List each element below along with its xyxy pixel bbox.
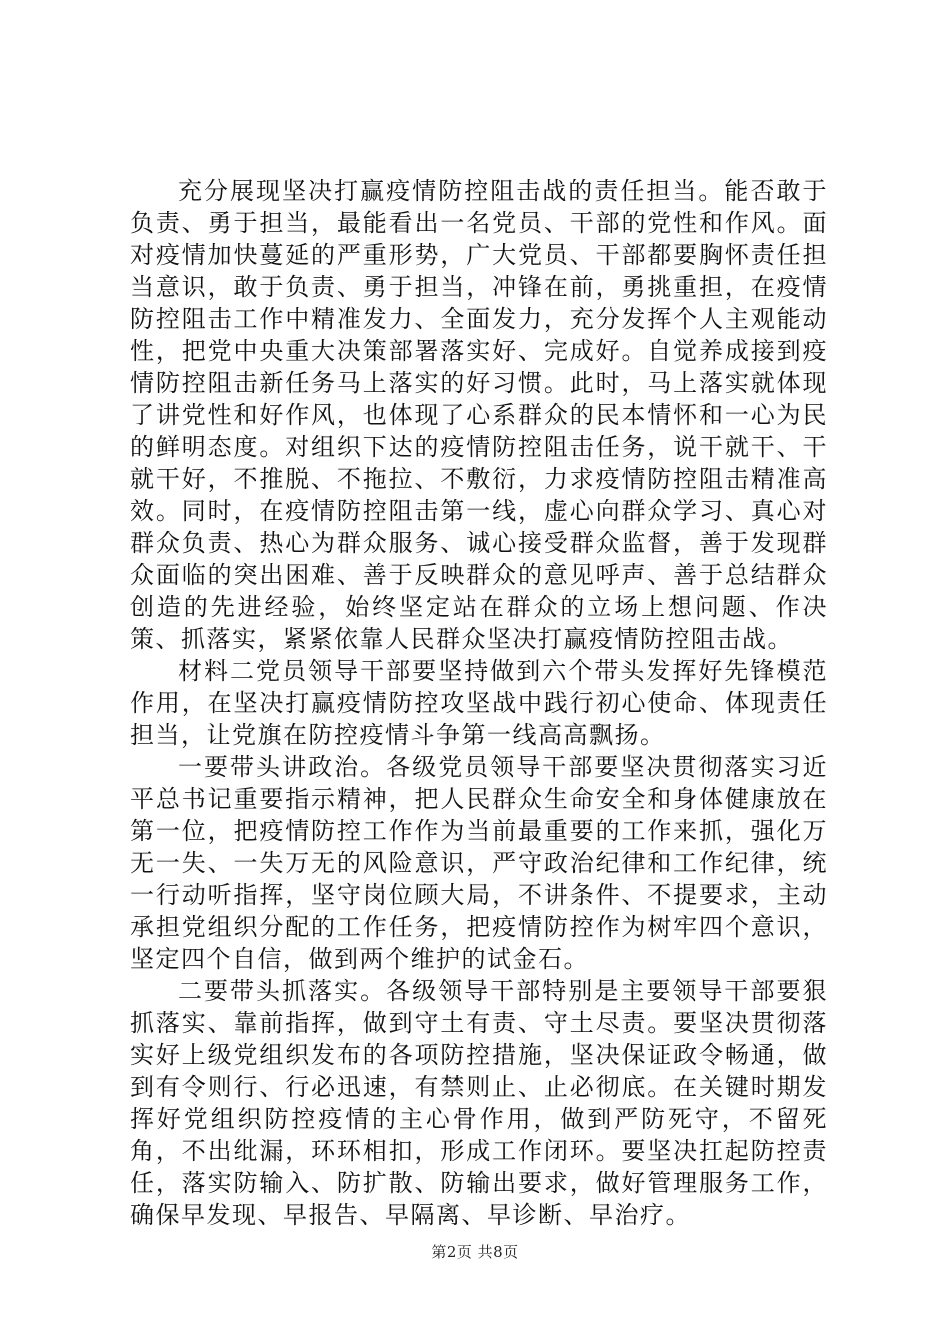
- body-text: [130, 175, 828, 1231]
- paragraph-material-two: 材料二党员领导干部要坚持做到六个带头发挥好先锋模范作用，在坚决打赢疫情防控攻坚战中践行初心使命、体现责任担当，让党旗在防控疫情斗争第一线高高飘扬。: [130, 657, 828, 749]
- page-footer: 第2页 共8页: [431, 1243, 519, 1261]
- paragraph-implementation: 二要带头抓落实。各级领导干部特别是主要领导干部要狠抓落实、靠前指挥，做到守土有责、守土尽责。要坚决贯彻落实好上级党组织发布的各项防控措施，坚决保证政令畅通，做到有令则行、行必迅速，有禁则止、止必彻底。在关键时期发挥好党组织防控疫情的主心骨作用，做到严防死守，不留死角，不出纰漏，环环相扣，形成工作闭环。要坚决扛起防控责任，落实防输入、防扩散、防输出要求，做好管理服务工作，确保早发现、早报告、早隔离、早诊断、早治疗。: [130, 977, 828, 1229]
- paragraph-responsibility: 充分展现坚决打赢疫情防控阻击战的责任担当。能否敢于负责、勇于担当，最能看出一名党员、干部的党性和作风。面对疫情加快蔓延的严重形势，广大党员、干部都要胸怀责任担当意识，敢于负责、勇于担当，冲锋在前，勇挑重担，在疫情防控阻击工作中精准发力、全面发力，充分发挥个人主观能动性，把党中央重大决策部署落实好、完成好。自觉养成接到疫情防控阻击新任务马上落实的好习惯。此时，马上落实就体现了讲党性和好作风，也体现了心系群众的民本情怀和一心为民的鲜明态度。对组织下达的疫情防控阻击任务，说干就干、干就干好，不推脱、不拖拉、不敷衍，力求疫情防控阻击精准高效。同时，在疫情防控阻击第一线，虚心向群众学习、真心对群众负责、热心为群众服务、诚心接受群众监督，善于发现群众面临的突出困难、善于反映群众的意见呼声、善于总结群众创造的先进经验，始终坚定站在群众的立场上想问题、作决策、抓落实，紧紧依靠人民群众坚决打赢疫情防控阻击战。: [130, 177, 828, 653]
- paragraph-politics: 一要带头讲政治。各级党员领导干部要坚决贯彻落实习近平总书记重要指示精神，把人民群众生命安全和身体健康放在第一位，把疫情防控工作作为当前最重要的工作来抓，强化万无一失、一失万无的风险意识，严守政治纪律和工作纪律，统一行动听指挥，坚守岗位顾大局，不讲条件、不提要求，主动承担党组织分配的工作任务，把疫情防控作为树牢四个意识，坚定四个自信，做到两个维护的试金石。: [130, 753, 828, 973]
